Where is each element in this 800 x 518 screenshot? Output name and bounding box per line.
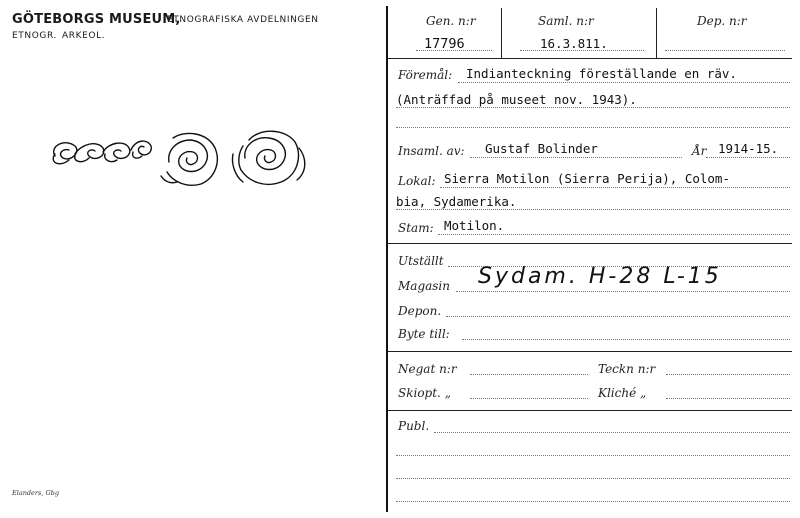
category-etnogr: ETNOGR.	[12, 31, 57, 41]
magasin-underline	[456, 291, 790, 292]
depon-label: Depon.	[398, 304, 442, 318]
saml-number-label: Saml. n:r	[538, 14, 594, 28]
section-divider-2	[388, 351, 792, 352]
divider-gen-saml	[501, 8, 502, 58]
utstallt-label: Utställt	[398, 254, 444, 268]
category-arkeol: ARKEOL.	[62, 31, 106, 41]
magasin-value: Sydam. H-28 L-15	[478, 264, 722, 289]
teckn-label: Teckn n:r	[598, 362, 656, 376]
department-name: ETNOGRAFISKA AVDELNINGEN	[167, 15, 319, 25]
saml-number-underline	[520, 50, 644, 51]
dep-number-label: Dep. n:r	[697, 14, 747, 28]
section-divider-3	[388, 410, 792, 411]
foremal-underline3	[396, 127, 790, 128]
publ-underline4	[396, 501, 790, 502]
printer-mark: Elanders, Gbg	[12, 489, 59, 497]
lokal-underline2	[396, 209, 790, 210]
publ-underline1	[434, 432, 790, 433]
negat-underline	[470, 374, 588, 375]
publ-underline3	[396, 478, 790, 479]
dep-number-underline	[665, 50, 785, 51]
magasin-label: Magasin	[398, 279, 451, 293]
publ-label: Publ.	[398, 419, 430, 433]
stam-label: Stam:	[398, 221, 434, 235]
stam-underline	[438, 234, 790, 235]
insaml-underline	[470, 157, 682, 158]
lokal-underline1	[440, 187, 790, 188]
saml-number-value: 16.3.811.	[540, 36, 608, 51]
ar-value: 1914-15.	[718, 141, 779, 156]
section-divider-1	[388, 243, 792, 244]
insaml-label: Insaml. av:	[398, 144, 465, 158]
gen-number-underline	[416, 50, 492, 51]
divider-saml-dep	[656, 8, 657, 58]
gen-number-value: 17796	[424, 36, 465, 52]
skiopt-underline	[470, 398, 588, 399]
teckn-underline	[666, 374, 790, 375]
foremal-label: Föremål:	[398, 68, 453, 82]
lokal-label: Lokal:	[398, 174, 436, 188]
top-row-bottom-border	[388, 58, 792, 59]
publ-underline2	[396, 455, 790, 456]
kliche-label: Kliché „	[598, 386, 647, 400]
byte-till-label: Byte till:	[398, 327, 450, 341]
card-left-border	[386, 6, 388, 512]
foremal-line1: Indianteckning föreställande en räv.	[466, 66, 737, 81]
lokal-line1: Sierra Motilon (Sierra Perija), Colom-	[444, 171, 730, 186]
spiral-drawing	[45, 118, 325, 208]
foremal-underline1	[458, 82, 790, 83]
foremal-line2: (Anträffad på museet nov. 1943).	[396, 92, 637, 107]
museum-name: GÖTEBORGS MUSEUM,	[12, 12, 181, 27]
ar-label: År	[692, 144, 707, 158]
insaml-value: Gustaf Bolinder	[485, 141, 598, 156]
skiopt-label: Skiopt. „	[398, 386, 451, 400]
stam-value: Motilon.	[444, 218, 505, 233]
byte-till-underline	[462, 339, 790, 340]
kliche-underline	[666, 398, 790, 399]
foremal-underline2	[396, 107, 790, 108]
lokal-line2: bia, Sydamerika.	[396, 194, 517, 209]
depon-underline	[446, 316, 790, 317]
ar-underline	[706, 157, 790, 158]
negat-label: Negat n:r	[398, 362, 457, 376]
gen-number-label: Gen. n:r	[426, 14, 476, 28]
